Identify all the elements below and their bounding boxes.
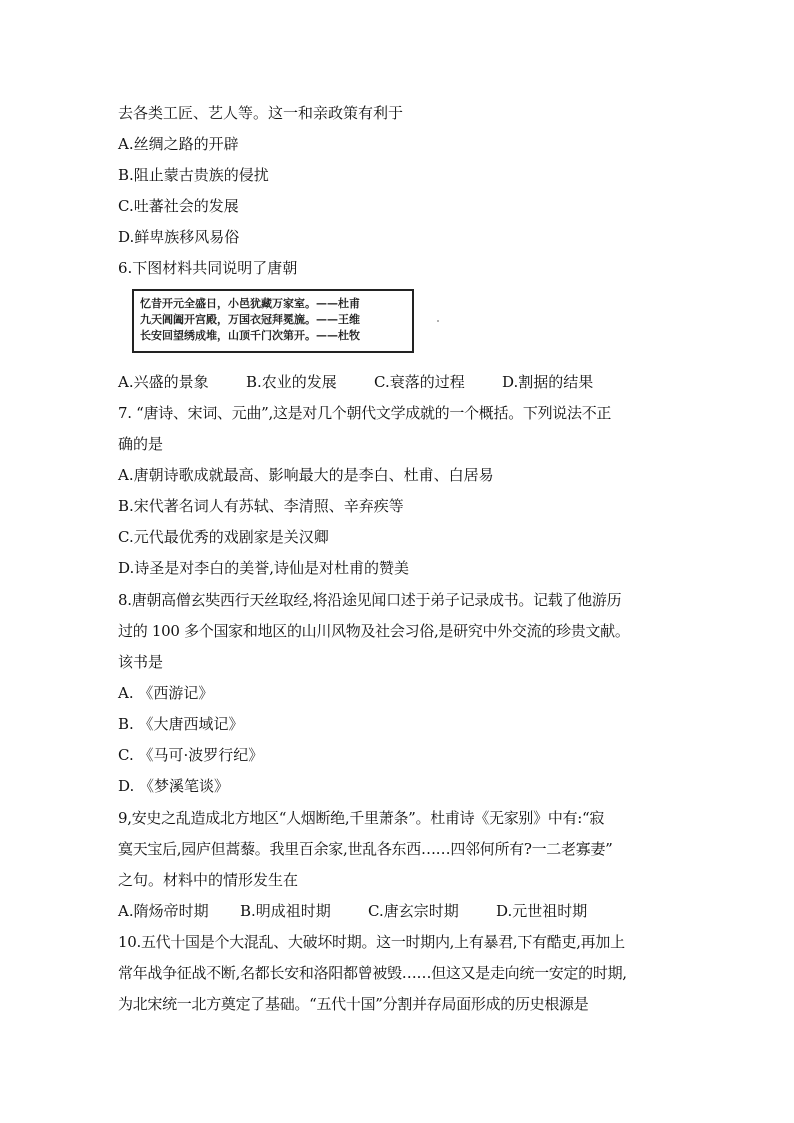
q8-stem: 8.唐朝高僧玄奘西行天丝取经,将沿途见闻口述于弟子记录成书。记载了他游历 (118, 591, 622, 609)
q7-option-a: A.唐朝诗歌成就最高、影响最大的是李白、杜甫、白居易 (118, 466, 494, 484)
q9-stem-cont: 寞天宝后,园庐但蒿藜。我里百余家,世乱各东西……四邻何所有?一二老寡妻” (118, 840, 613, 858)
q7-stem-cont: 确的是 (118, 435, 164, 453)
q9-option-b: B.明成祖时期 (240, 902, 331, 920)
q10-stem: 10.五代十国是个大混乱、大破坏时期。这一时期内,上有暴君,下有酷吏,再加上 (118, 933, 625, 951)
text-line: 去各类工匠、艺人等。这一和亲政策有利于 (118, 104, 404, 122)
q6-option-d: D.割据的结果 (502, 373, 594, 391)
q9-option-d: D.元世祖时期 (496, 902, 588, 920)
q8-option-d: D. 《梦溪笔谈》 (118, 777, 230, 795)
poem-line: 忆昔开元全盛日，小邑犹藏万家室。——杜甫 (140, 297, 360, 310)
q7-option-c: C.元代最优秀的戏剧家是关汉卿 (118, 528, 329, 546)
poem-figure (132, 289, 414, 353)
q8-option-c: C. 《马可·波罗行纪》 (118, 746, 264, 764)
q6-option-a: A.兴盛的景象 (118, 373, 209, 391)
q7-stem: 7. “唐诗、宋词、元曲”,这是对几个朝代文学成就的一个概括。下列说法不正 (118, 404, 612, 422)
q7-option-d: D.诗圣是对李白的美誉,诗仙是对杜甫的赞美 (118, 559, 410, 577)
q5-option-c: C.吐蕃社会的发展 (118, 197, 239, 215)
scan-speck (437, 320, 439, 322)
q9-option-a: A.隋炀帝时期 (118, 902, 209, 920)
q5-option-b: B.阻止蒙古贵族的侵扰 (118, 166, 269, 184)
q10-stem-end: 为北宋统一北方奠定了基础。“五代十国”分割并存局面形成的历史根源是 (118, 995, 589, 1013)
q7-option-b: B.宋代著名词人有苏轼、李清照、辛弃疾等 (118, 497, 404, 515)
q5-option-d: D.鲜卑族移风易俗 (118, 228, 240, 246)
q9-stem: 9,安史之乱造成北方地区“人烟断绝,千里萧条”。杜甫诗《无家别》中有:“寂 (118, 809, 605, 827)
poem-line: 长安回望绣成堆，山顶千门次第开。——杜牧 (140, 329, 360, 342)
q5-option-a: A.丝绸之路的开辟 (118, 135, 239, 153)
q10-stem-cont: 常年战争征战不断,名都长安和洛阳都曾被毁……但这又是走向统一安定的时期, (118, 964, 627, 982)
q6-option-c: C.衰落的过程 (374, 373, 465, 391)
q8-stem-cont: 过的 100 多个国家和地区的山川风物及社会习俗,是研究中外交流的珍贵文献。 (118, 622, 630, 640)
q6-stem: 6.下图材料共同说明了唐朝 (118, 259, 298, 277)
q9-option-c: C.唐玄宗时期 (368, 902, 459, 920)
q8-option-b: B. 《大唐西域记》 (118, 715, 244, 733)
q8-option-a: A. 《西游记》 (118, 684, 214, 702)
q6-option-b: B.农业的发展 (246, 373, 337, 391)
q8-stem-end: 该书是 (118, 653, 164, 671)
q9-stem-end: 之句。材料中的情形发生在 (118, 871, 299, 889)
poem-line: 九天阊阖开宫殿，万国衣冠拜冕旒。——王维 (140, 313, 360, 326)
